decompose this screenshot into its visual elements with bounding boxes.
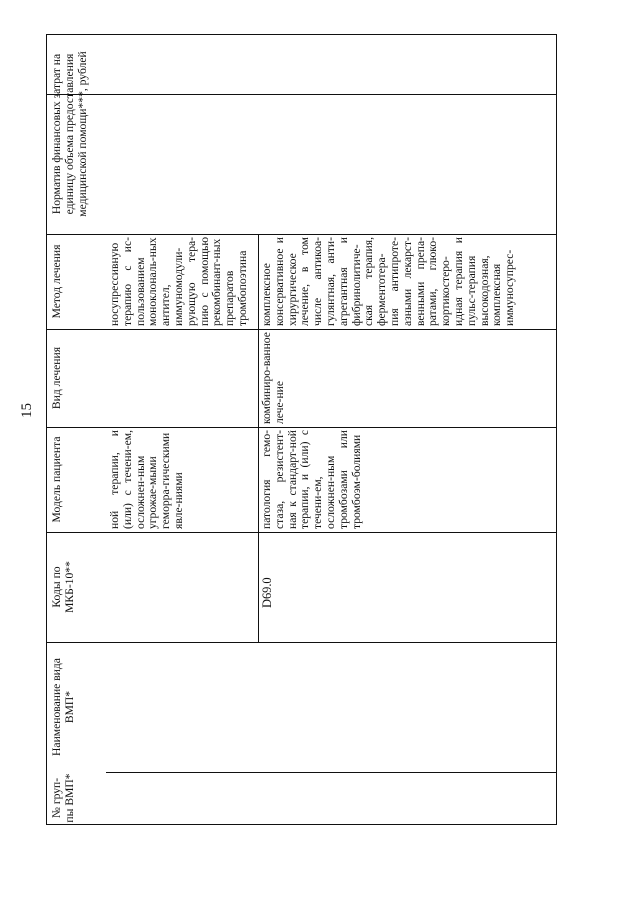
header-cell: Наименование вида ВМП* xyxy=(50,658,76,756)
patient-model-cell: ной терапии, и (или) с течени-ем, осложнен-ным угрожае-мыми геморра-гическими явле-ниями xyxy=(108,430,185,529)
column-divider xyxy=(106,772,557,773)
treatment-type-cell: комбиниро-ванное лече-ние xyxy=(260,332,286,424)
page-number: 15 xyxy=(19,403,35,418)
header-divider xyxy=(46,94,557,95)
header-cell: Модель пациента xyxy=(50,436,63,523)
header-cell: № груп-пы ВМП* xyxy=(50,773,76,823)
header-cell: Метод лечения xyxy=(50,244,63,319)
treatment-method-cell: комплексное консервативное и хирургическое лечение, в том числе антикоа-гулянтная, анти-агрегантная и фибринолитиче-ская терапия, ферментотера-пия антипроте-азными лекарст-венными препа-ратами, глюко-кортикостеро-идная терапия и пульс-терапия высокодозная, комплексная иммуносупрес- xyxy=(260,237,517,326)
mkb-code-cell: D69.0 xyxy=(260,577,274,608)
data-table xyxy=(46,34,557,825)
header-cell: Вид лечения xyxy=(50,346,63,410)
header-cell: Коды по МКБ-10** xyxy=(50,561,76,613)
treatment-method-cell: носупрессивную терапию с ис-пользованием моноклональ-ных антител, иммуномодули-рующую тера-пию с помощью рекомбинант-ных препаратов тромбопоэтина xyxy=(108,237,249,326)
column-divider xyxy=(46,642,557,643)
header-cell: Норматив финансовых затрат на единицу объема предоставления медицинской помощи***, рублей xyxy=(50,51,89,217)
patient-model-cell: патология гемо-стаза, резистент-ная к стандарт-ной терапии, и (или) с течени-ем, осложнен-ным тромбозами или тромбоэм-болиями xyxy=(260,430,363,529)
